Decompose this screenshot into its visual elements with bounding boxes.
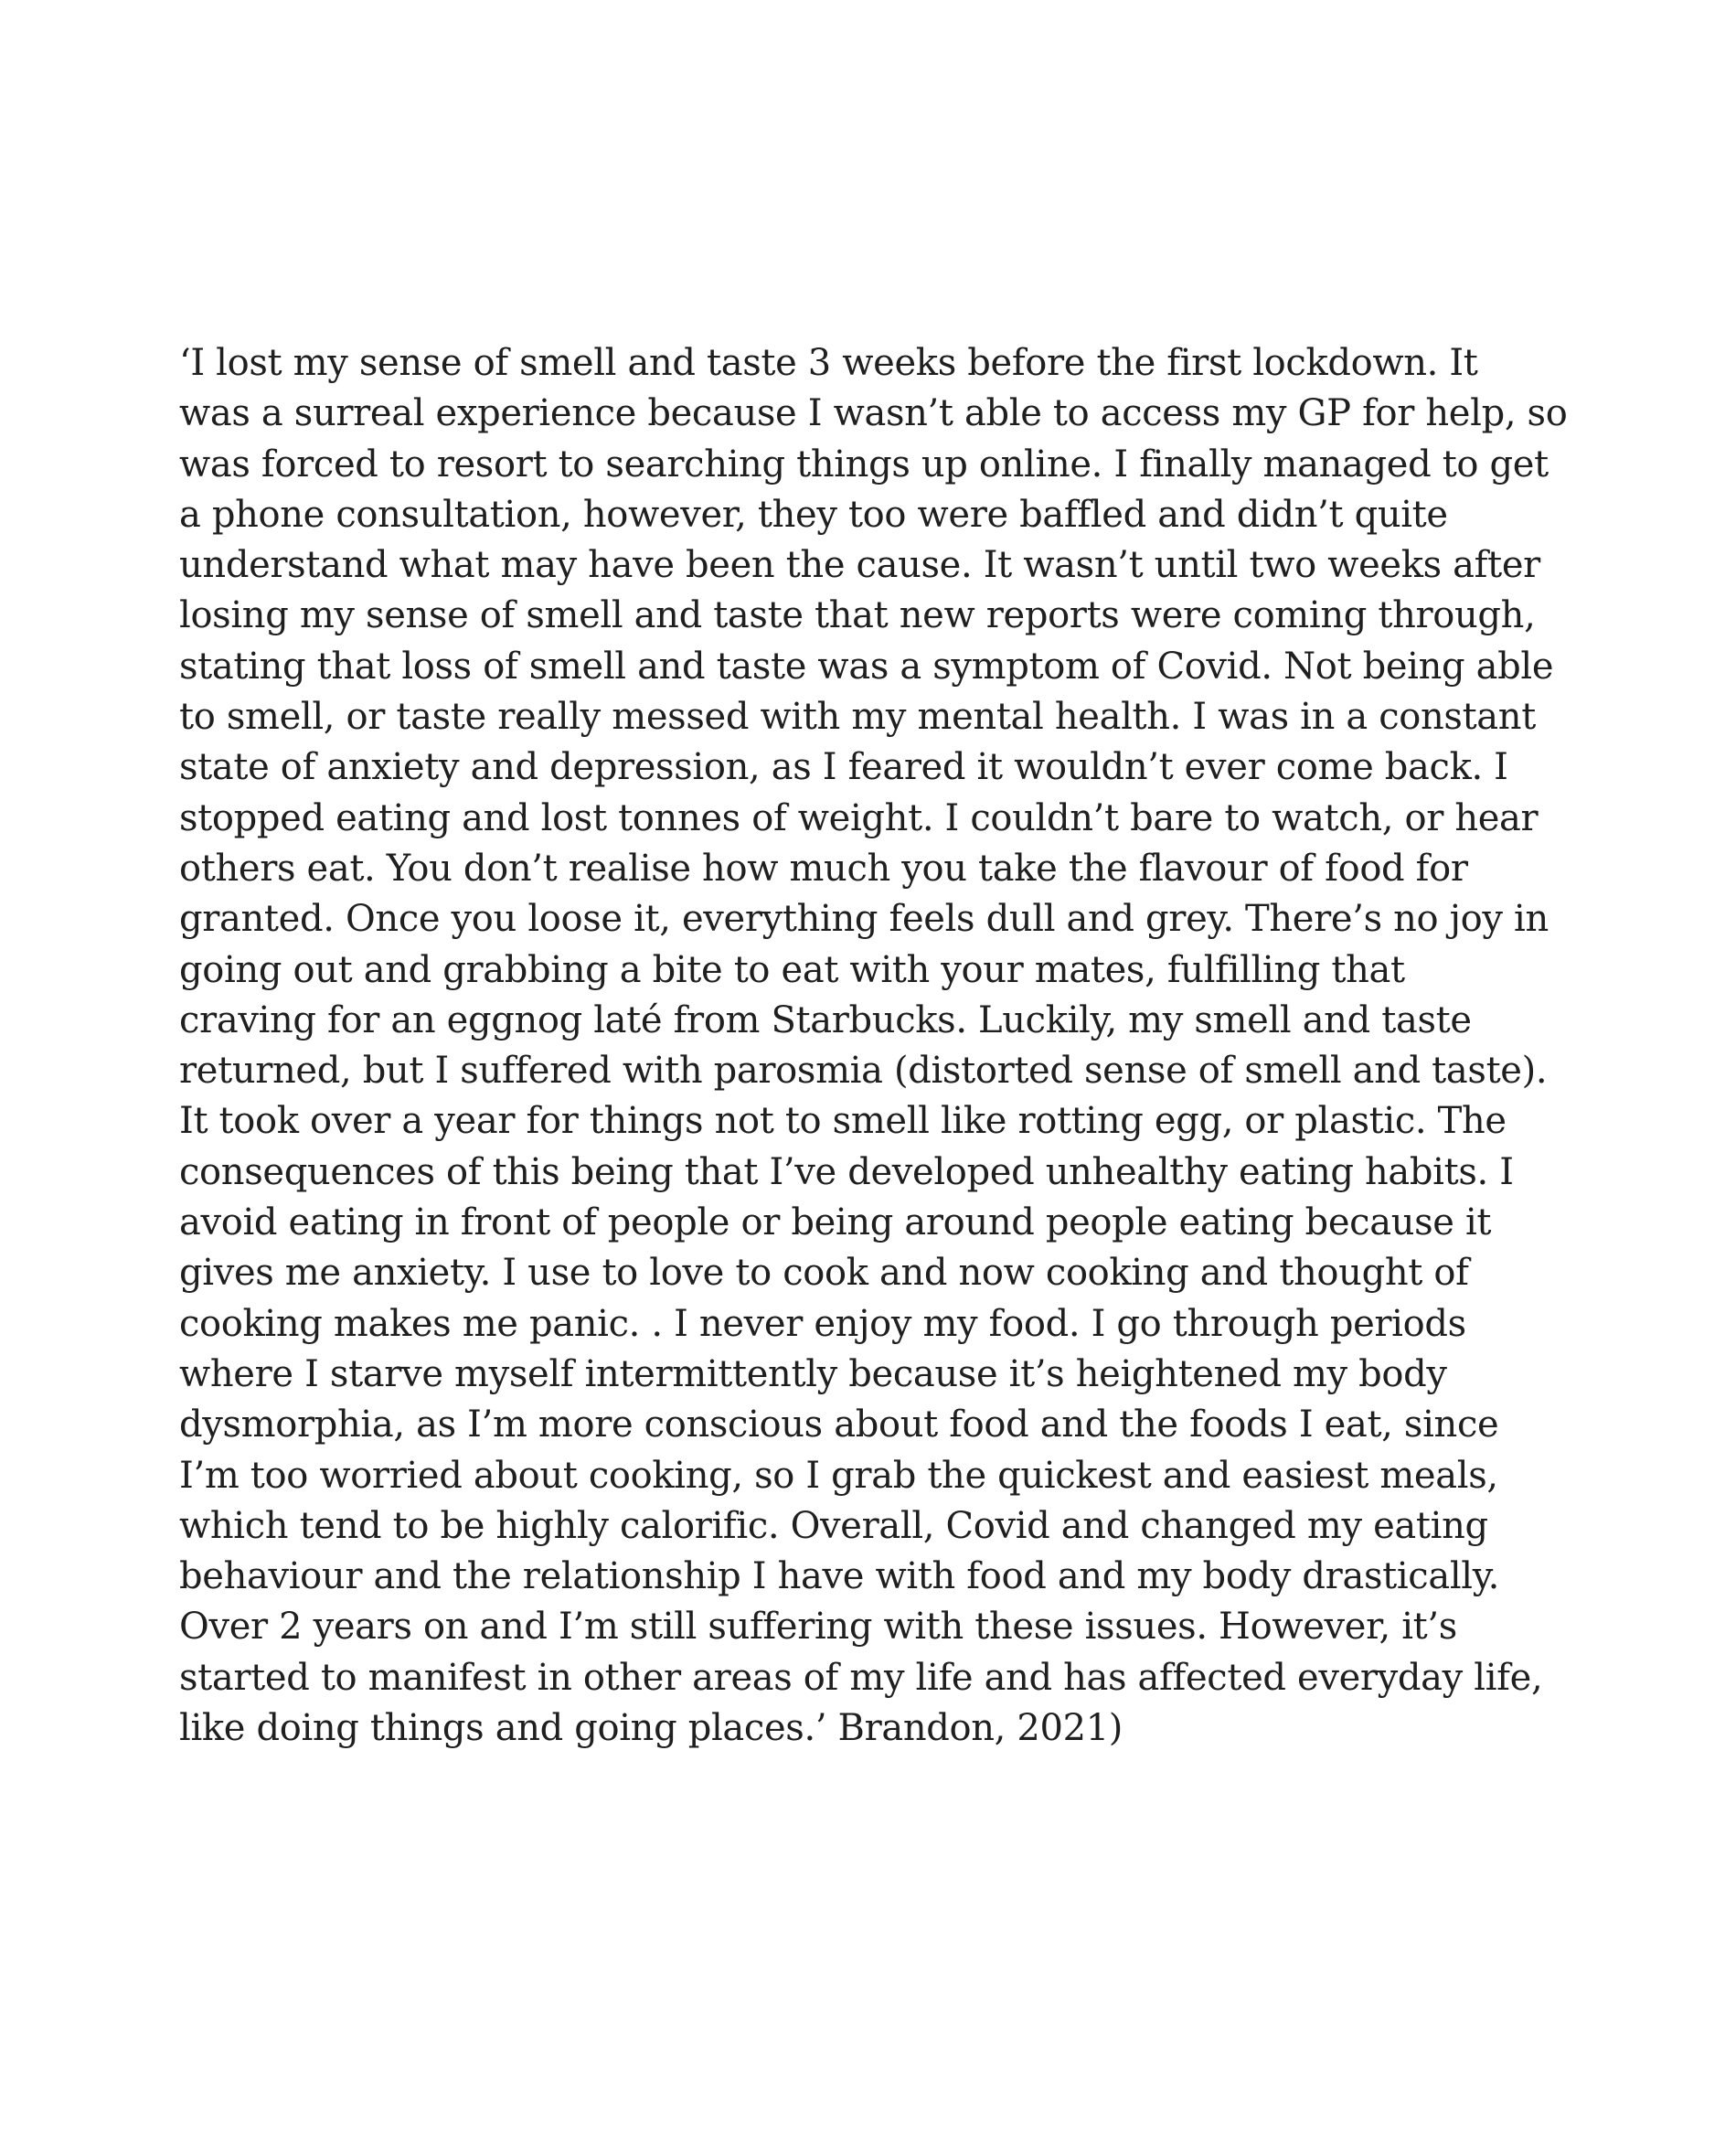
quote-line: granted. Once you loose it, everything feels dull and grey. There’s no joy in bbox=[179, 898, 1549, 941]
quote-line: going out and grabbing a bite to eat with your mates, fulfilling that bbox=[179, 948, 1405, 991]
quote-line: others eat. You don’t realise how much you take the flavour of food for bbox=[179, 847, 1468, 890]
quote-line: which tend to be highly calorific. Overall, Covid and changed my eating bbox=[179, 1504, 1488, 1547]
quote-line: stating that loss of smell and taste was a symptom of Covid. Not being able bbox=[179, 645, 1554, 688]
quote-line: where I starve myself intermittently because it’s heightened my body bbox=[179, 1352, 1447, 1395]
quote-paragraph bbox=[179, 338, 1605, 1754]
quote-line: It took over a year for things not to smell like rotting egg, or plastic. The bbox=[179, 1100, 1507, 1143]
quote-line: a phone consultation, however, they too were baffled and didn’t quite bbox=[179, 493, 1448, 536]
quote-line: state of anxiety and depression, as I feared it wouldn’t ever come back. I bbox=[179, 746, 1508, 789]
quote-line: was a surreal experience because I wasn’t able to access my GP for help, so bbox=[179, 392, 1568, 435]
quote-line: started to manifest in other areas of my life and has affected everyday life, bbox=[179, 1656, 1543, 1699]
quote-line: gives me anxiety. I use to love to cook and now cooking and thought of bbox=[179, 1252, 1469, 1295]
quote-line: avoid eating in front of people or being around people eating because it bbox=[179, 1201, 1492, 1244]
quote-line: like doing things and going places.’ Brandon, 2021) bbox=[179, 1707, 1123, 1750]
quote-line: I’m too worried about cooking, so I grab the quickest and easiest meals, bbox=[179, 1454, 1498, 1497]
quote-line: cooking makes me panic. . I never enjoy my food. I go through periods bbox=[179, 1302, 1466, 1345]
quote-line: stopped eating and lost tonnes of weight. I couldn’t bare to watch, or hear bbox=[179, 796, 1539, 839]
quote-line: losing my sense of smell and taste that new reports were coming through, bbox=[179, 594, 1536, 637]
quote-line: ‘I lost my sense of smell and taste 3 weeks before the first lockdown. It bbox=[179, 342, 1478, 384]
quote-line: behaviour and the relationship I have with food and my body drastically. bbox=[179, 1555, 1500, 1598]
quote-line: understand what may have been the cause. It wasn’t until two weeks after bbox=[179, 544, 1540, 587]
quote-line: was forced to resort to searching things up online. I finally managed to get bbox=[179, 443, 1549, 486]
quote-line: craving for an eggnog laté from Starbucks. Luckily, my smell and taste bbox=[179, 998, 1472, 1041]
quote-line: Over 2 years on and I’m still suffering with these issues. However, it’s bbox=[179, 1606, 1457, 1649]
quote-line: consequences of this being that I’ve developed unhealthy eating habits. I bbox=[179, 1150, 1514, 1193]
quote-line: to smell, or taste really messed with my mental health. I was in a constant bbox=[179, 696, 1536, 739]
quote-line: dysmorphia, as I’m more conscious about food and the foods I eat, since bbox=[179, 1404, 1499, 1446]
quote-line: returned, but I suffered with parosmia (distorted sense of smell and taste). bbox=[179, 1050, 1548, 1093]
